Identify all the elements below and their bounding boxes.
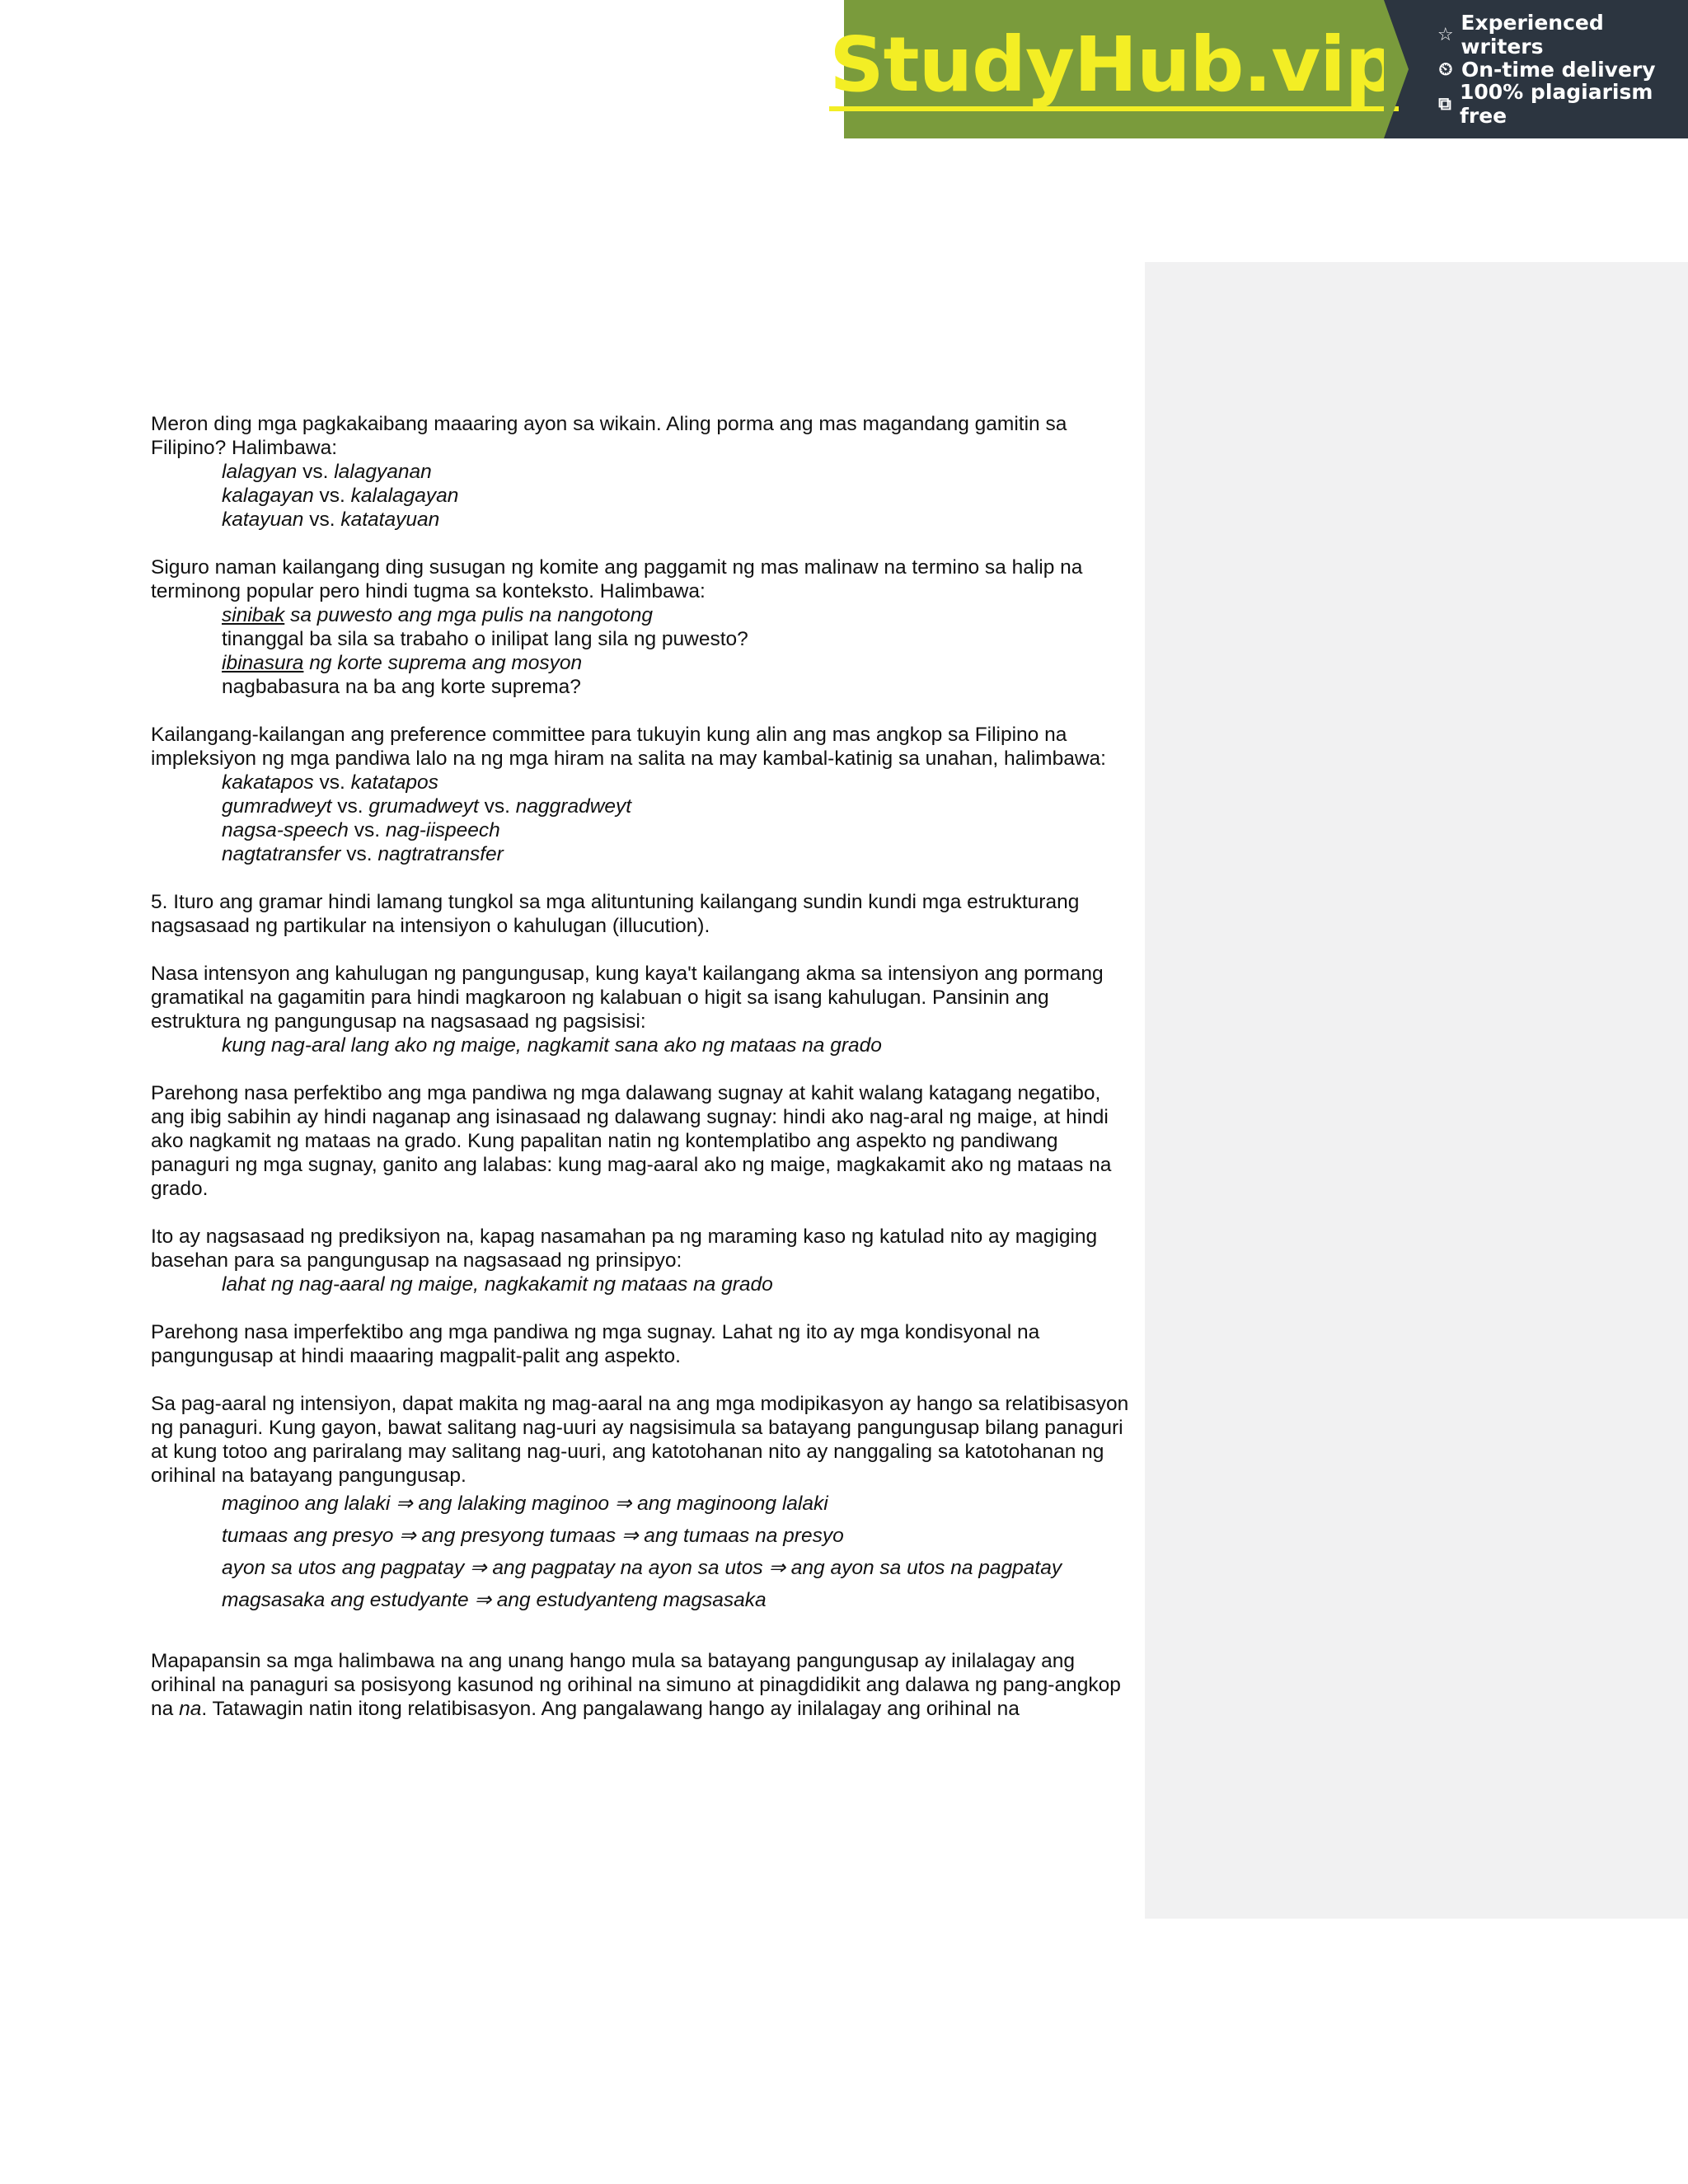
example-list bbox=[151, 603, 1132, 699]
feature-label: Experienced writers bbox=[1461, 11, 1604, 59]
comment-side-panel bbox=[1145, 262, 1688, 1919]
feature-item bbox=[1435, 80, 1688, 128]
example-line: nagtatransfer vs. nagtratransfer bbox=[222, 843, 504, 865]
example-line: katayuan vs. katatayuan bbox=[222, 509, 440, 531]
copy-icon: ⧉ bbox=[1438, 93, 1451, 115]
paragraph: Parehong nasa perfektibo ang mga pandiwa ng mga dalawang sugnay at kahit walang katagang negatibo, ang ibig sabihin ay hindi naganap ang isinasaad ng dalawang sugnay: hindi ako nag-aral ng maige, at hindi ako nagkamit ng mataas na grado. Kung papalitan natin ng kontemplatibo ang aspekto ng pandiwang panaguri ng mga sugnay, ganito ang lalabas: kung mag-aaral ako ng maige, magkakamit ako ng mataas na grado. bbox=[151, 1082, 1112, 1200]
paragraph: Parehong nasa imperfektibo ang mga pandiwa ng mga sugnay. Lahat ng ito ay mga kondisyonal na pangungusap at hindi maaaring magpalit-palit ang aspekto. bbox=[151, 1321, 1040, 1367]
paragraph: Nasa intensyon ang kahulugan ng pangungusap, kung kaya't kailangang akma sa intensiyon ang pormang gramatikal na gagamitin para hindi magkaroon ng kalabuan o higit sa isang kahulugan. Pansinin ang estruktura ng pangungusap na nagsasaad ng pagsisisi: bbox=[151, 963, 1104, 1033]
feature-label: On-time delivery bbox=[1461, 57, 1656, 82]
example-line: sinibak sa puwesto ang mga pulis na nangotong bbox=[222, 604, 654, 626]
brand-area[interactable] bbox=[829, 0, 1399, 138]
example-line: ayon sa utos ang pagpatay ⇒ ang pagpatay na ayon sa utos ⇒ ang ayon sa utos na pagpatay bbox=[222, 1557, 1062, 1579]
example-line: gumradweyt vs. grumadweyt vs. naggradweyt bbox=[222, 795, 632, 818]
paragraph: Mapapansin sa mga halimbawa na ang unang hango mula sa batayang pangungusap ay inilalagay ang orihinal na panaguri sa posisyong kasunod ng orihinal na simuno at pinagdidikit ang dalawa ng pang-angkop na na. Tatawagin natin itong relatibisasyon. Ang pangalawang hango ay inilalagay ang orihinal na bbox=[151, 1650, 1121, 1720]
paragraph: Meron ding mga pagkakaibang maaaring ayon sa wikain. Aling porma ang mas magandang gamitin sa Filipino? Halimbawa: bbox=[151, 413, 1067, 459]
clock-icon: ⏲ bbox=[1438, 59, 1453, 80]
example-line: magsasaka ang estudyante ⇒ ang estudyanteng magsasaka bbox=[222, 1589, 767, 1611]
example-list bbox=[151, 771, 1132, 866]
paragraph: Sa pag-aaral ng intensiyon, dapat makita ng mag-aaral na ang mga modipikasyon ay hango sa relatibisasyon ng panaguri. Kung gayon, bawat salitang nag-uuri ay nagsisimula sa batayang pangungusap bilang panaguri at kung totoo ang pariralang may salitang nag-uuri, ang katotohanan nito ay nanggaling sa katotohanan ng orihinal na batayang pangungusap. bbox=[151, 1393, 1129, 1487]
example-list bbox=[151, 1488, 1132, 1616]
document-body bbox=[151, 412, 1132, 1745]
studyhub-banner[interactable] bbox=[829, 0, 1688, 138]
example-list bbox=[151, 1033, 1132, 1057]
example-line: kakatapos vs. katatapos bbox=[222, 771, 438, 794]
example-line: maginoo ang lalaki ⇒ ang lalaking maginoo ⇒ ang maginoong lalaki bbox=[222, 1493, 828, 1515]
example-list bbox=[151, 460, 1132, 532]
example-line: lahat ng nag-aaral ng maige, nagkakamit ng mataas na grado bbox=[222, 1273, 773, 1296]
example-line: lalagyan vs. lalagyanan bbox=[222, 461, 432, 483]
example-line: tinanggal ba sila sa trabaho o inilipat lang sila ng puwesto? bbox=[222, 628, 748, 650]
example-line: nagbabasura na ba ang korte suprema? bbox=[222, 676, 581, 698]
paragraph: Siguro naman kailangang ding susugan ng komite ang paggamit ng mas malinaw na termino sa halip na terminong popular pero hindi tugma sa konteksto. Halimbawa: bbox=[151, 556, 1083, 602]
brand-logo[interactable]: StudyHub.vip bbox=[829, 24, 1398, 111]
example-line: tumaas ang presyo ⇒ ang presyong tumaas ⇒ ang tumaas na presyo bbox=[222, 1525, 844, 1547]
example-list bbox=[151, 1272, 1132, 1296]
paragraph: 5. Ituro ang gramar hindi lamang tungkol sa mga alituntuning kailangang sundin kundi mga estrukturang nagsasaad ng partikular na intensiyon o kahulugan (illucution). bbox=[151, 891, 1080, 937]
example-line: kung nag-aral lang ako ng maige, nagkamit sana ako ng mataas na grado bbox=[222, 1034, 882, 1057]
paragraph: Ito ay nagsasaad ng prediksiyon na, kapag nasamahan pa ng maraming kaso ng katulad nito ay magiging basehan para sa pangungusap na nagsasaad ng prinsipyo: bbox=[151, 1226, 1098, 1272]
star-outline-icon: ☆ bbox=[1437, 24, 1454, 45]
paragraph: Kailangang-kailangan ang preference committee para tukuyin kung alin ang mas angkop sa Filipino na impleksiyon ng mga pandiwa lalo na ng mga hiram na salita na may kambal-katinig sa unahan, halimbawa: bbox=[151, 724, 1106, 770]
banner-arrow bbox=[1384, 0, 1409, 138]
example-line: ibinasura ng korte suprema ang mosyon bbox=[222, 652, 583, 674]
feature-label: 100% plagiarism free bbox=[1459, 80, 1653, 128]
example-line: kalagayan vs. kalalagayan bbox=[222, 485, 459, 507]
feature-list bbox=[1384, 0, 1688, 138]
feature-item bbox=[1435, 11, 1688, 59]
example-line: nagsa-speech vs. nag-iispeech bbox=[222, 819, 500, 841]
